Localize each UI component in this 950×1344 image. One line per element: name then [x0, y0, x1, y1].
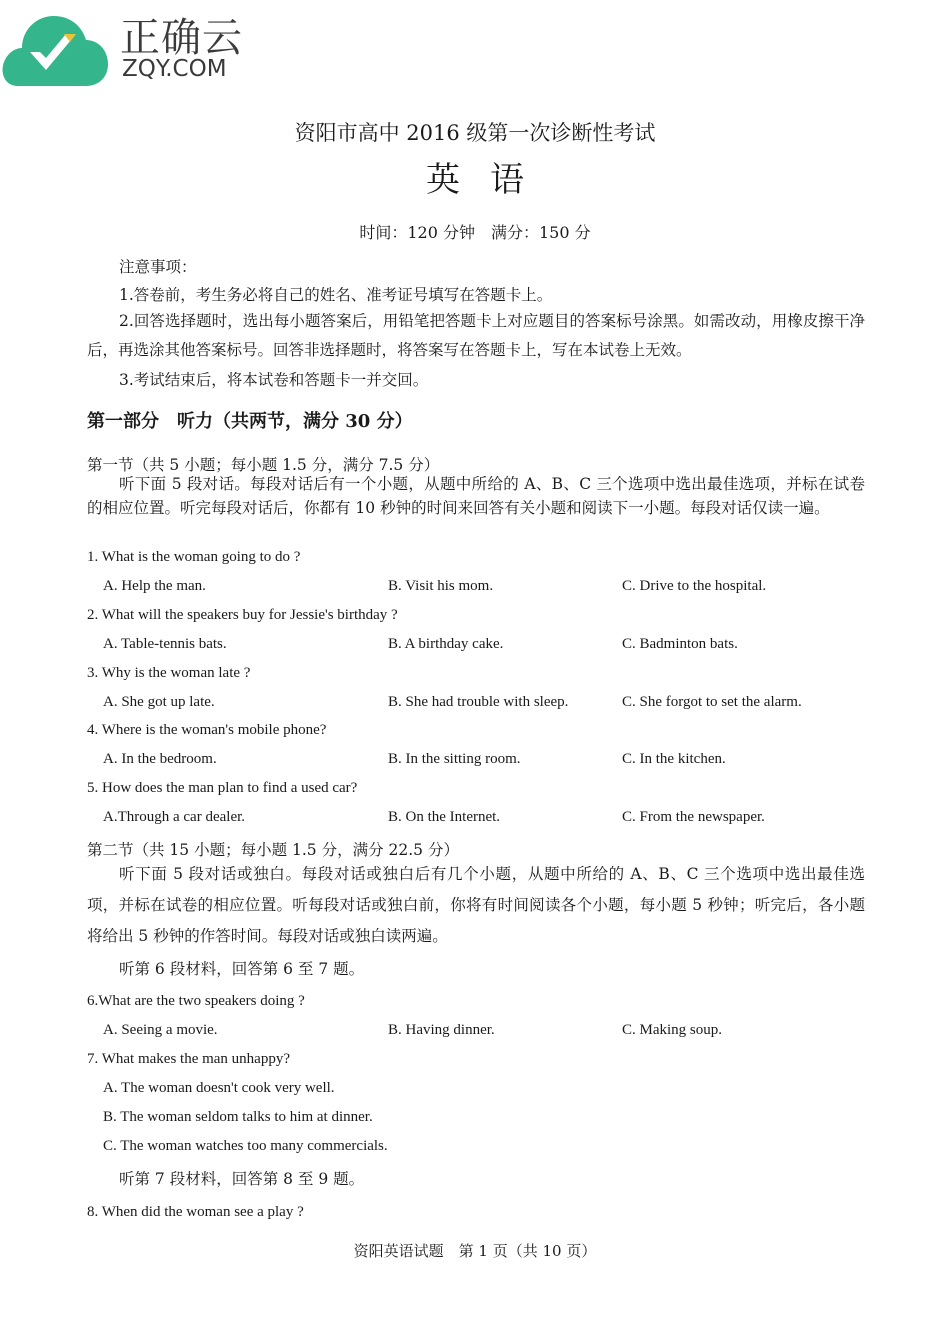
- exam-title: 资阳市高中 2016 级第一次诊断性考试: [294, 121, 656, 145]
- q2-option-a: A. Table-tennis bats.: [103, 636, 227, 652]
- q4-option-c: C. In the kitchen.: [622, 751, 726, 767]
- question-2: 2. What will the speakers buy for Jessie's birthday ?: [87, 607, 398, 623]
- section1-instructions: 听下面 5 段对话。每段对话后有一个小题，从题中所给的 A、B、C 三个选项中选出最佳选项，并标在试卷的相应位置。听完每段对话后，你都有 10 秒钟的时间来回答有关小题和阅读下一小题。每段对话仅读一遍。: [87, 475, 865, 517]
- q4-option-a: A. In the bedroom.: [103, 751, 217, 767]
- section2-instructions: 听下面 5 段对话或独白。每段对话或独白后有几个小题，从题中所给的 A、B、C 三个选项中选出最佳选项，并标在试卷的相应位置。听每段对话或独白前，你将有时间阅读各个小题，每小题 5 秒钟；听完后，各小题将给出 5 秒钟的作答时间。每段对话或独白读两遍。: [87, 865, 865, 945]
- subject-title: 英语: [426, 160, 554, 200]
- q1-option-b: B. Visit his mom.: [388, 578, 494, 594]
- brand-name-en: ZQY.COM: [122, 56, 227, 82]
- material-6-note: 听第 6 段材料，回答第 6 至 7 题。: [119, 960, 365, 978]
- page-footer: 资阳英语试题 第 1 页（共 10 页）: [353, 1242, 597, 1260]
- note-item-3: 3.考试结束后，将本试卷和答题卡一并交回。: [119, 371, 429, 389]
- q7-option-c: C. The woman watches too many commercials.: [103, 1138, 388, 1154]
- part1-heading: 第一部分 听力（共两节，满分 30 分）: [87, 411, 413, 432]
- q3-option-b: B. She had trouble with sleep.: [388, 694, 569, 710]
- question-3: 3. Why is the woman late ?: [87, 665, 251, 681]
- q6-option-a: A. Seeing a movie.: [103, 1022, 218, 1038]
- q1-option-a: A. Help the man.: [103, 578, 206, 594]
- q5-option-a: A.Through a car dealer.: [103, 809, 246, 825]
- q2-option-c: C. Badminton bats.: [622, 636, 738, 652]
- q4-option-b: B. In the sitting room.: [388, 751, 521, 767]
- section2-heading: 第二节（共 15 小题；每小题 1.5 分，满分 22.5 分）: [87, 841, 459, 859]
- q1-option-c: C. Drive to the hospital.: [622, 578, 767, 594]
- question-1: 1. What is the woman going to do ?: [87, 549, 301, 565]
- question-5: 5. How does the man plan to find a used car?: [87, 780, 358, 796]
- question-6: 6.What are the two speakers doing ?: [87, 993, 305, 1009]
- q3-option-a: A. She got up late.: [103, 694, 215, 710]
- q7-option-b: B. The woman seldom talks to him at dinner.: [103, 1109, 373, 1125]
- q7-option-a: A. The woman doesn't cook very well.: [103, 1080, 335, 1096]
- section1-heading: 第一节（共 5 小题；每小题 1.5 分，满分 7.5 分）: [87, 456, 440, 474]
- brand-name-cn: 正确云: [120, 15, 243, 61]
- cloud-check-icon: [0, 0, 112, 92]
- question-7: 7. What makes the man unhappy?: [87, 1051, 290, 1067]
- material-7-note: 听第 7 段材料，回答第 8 至 9 题。: [119, 1170, 365, 1188]
- q3-option-c: C. She forgot to set the alarm.: [622, 694, 802, 710]
- notes-label: 注意事项：: [119, 258, 197, 276]
- question-4: 4. Where is the woman's mobile phone?: [87, 722, 327, 738]
- q2-option-b: B. A birthday cake.: [388, 636, 504, 652]
- brand-logo: [0, 0, 243, 95]
- note-item-2: 2.回答选择题时，选出每小题答案后，用铅笔把答题卡上对应题目的答案标号涂黑。如需改动，用橡皮擦干净后，再选涂其他答案标号。回答非选择题时，将答案写在答题卡上，写在本试卷上无效。: [87, 312, 865, 359]
- q6-option-b: B. Having dinner.: [388, 1022, 495, 1038]
- q6-option-c: C. Making soup.: [622, 1022, 723, 1038]
- question-8: 8. When did the woman see a play ?: [87, 1204, 304, 1220]
- q5-option-b: B. On the Internet.: [388, 809, 501, 825]
- note-item-1: 1.答卷前，考生务必将自己的姓名、准考证号填写在答题卡上。: [119, 286, 553, 304]
- q5-option-c: C. From the newspaper.: [622, 809, 765, 825]
- time-info: 时间：120 分钟 满分：150 分: [359, 223, 591, 242]
